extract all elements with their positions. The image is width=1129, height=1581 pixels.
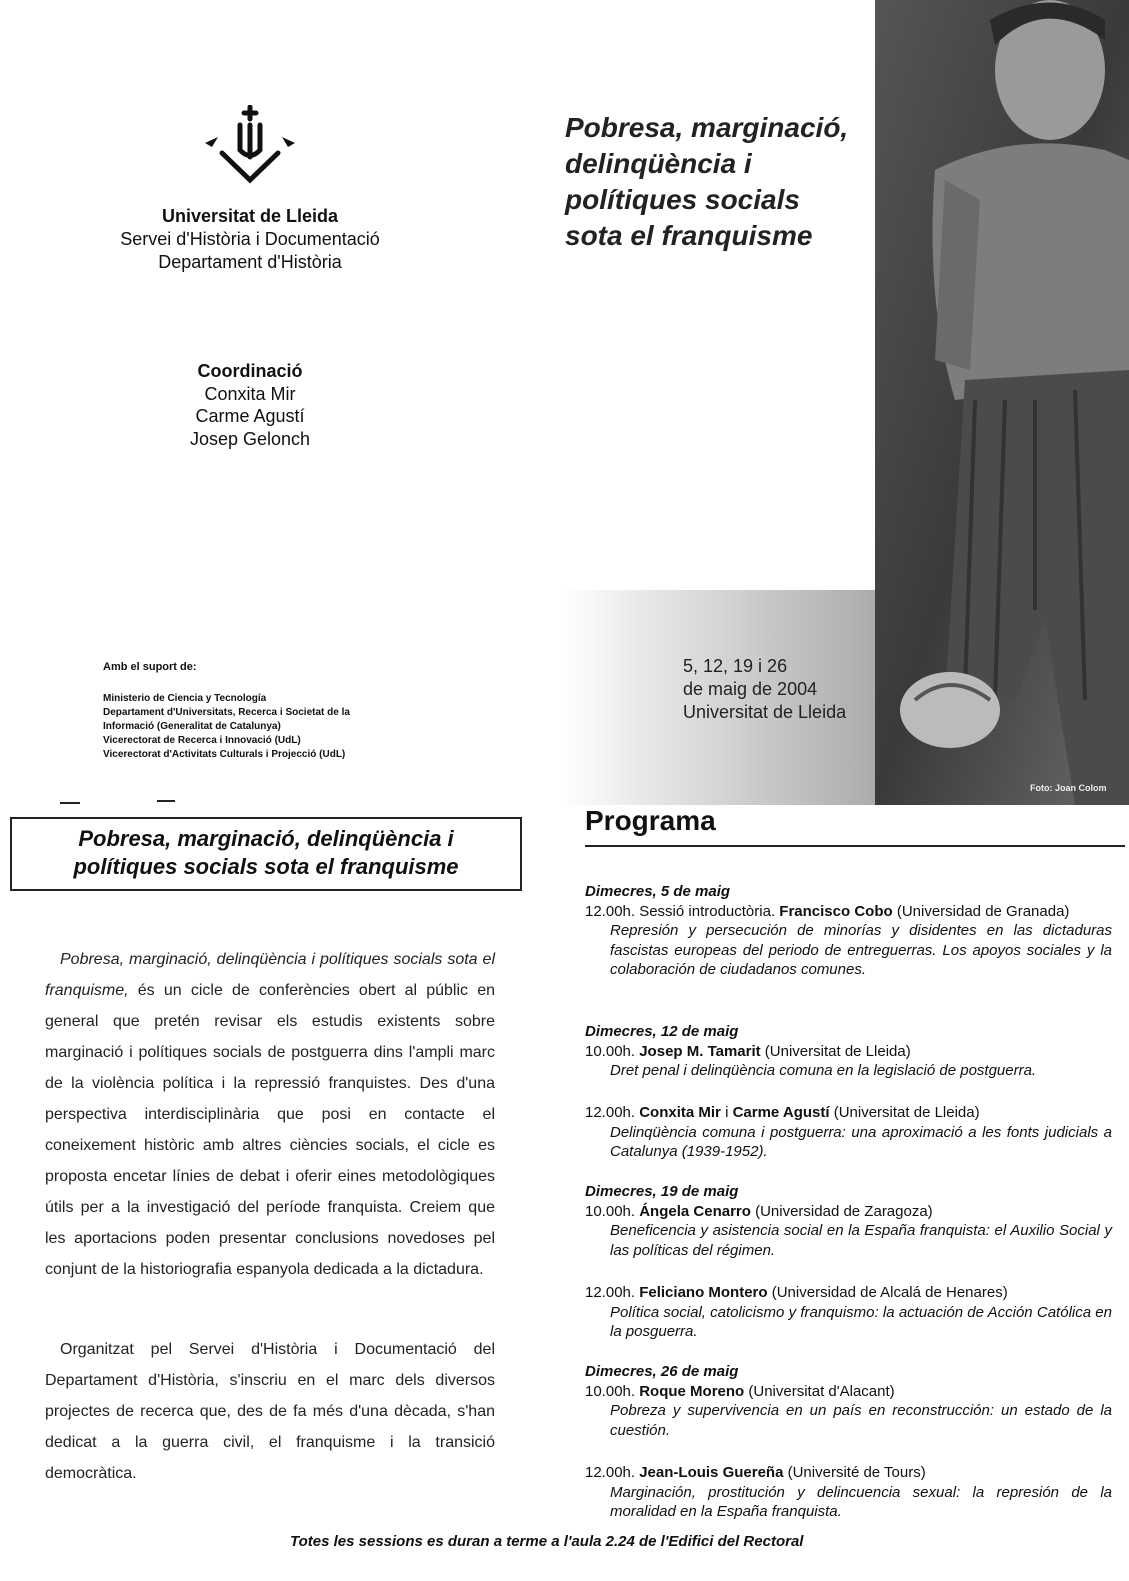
session-affiliation: (Universitat d'Alacant) <box>744 1382 895 1400</box>
session-talk: Beneficencia y asistencia social en la España franquista: el Auxilio Social y las políticas del régimen. <box>610 1222 1112 1259</box>
university-block <box>90 205 410 274</box>
coordinator-name: Josep Gelonch <box>189 428 311 449</box>
coordination-heading: Coordinació <box>197 361 303 381</box>
session-day: Dimecres, 26 de maig <box>585 1363 739 1380</box>
event-dates <box>683 655 883 724</box>
session-item <box>585 1362 1112 1440</box>
session-connector: i <box>720 1104 733 1121</box>
photo-credit: Foto: Joan Colom <box>1030 783 1107 793</box>
session-affiliation: (Universidad de Alcalá de Henares) <box>767 1284 1008 1301</box>
session-speaker: Carme Agustí <box>732 1104 830 1121</box>
dates-line: de maig de 2004 <box>683 679 818 699</box>
support-item: Informació (Generalitat de Catalunya) <box>103 721 281 732</box>
session-talk: Marginación, prostitución y delincuencia sexual: la represión de la moralidad en la España franquista. <box>610 1483 1112 1520</box>
organizer-text: Organitzat pel Servei d'Història i Documentació del Departament d'Història, s'inscriu en el marc dels diversos projectes de recerca que, des de fa més d'una dècada, s'han dedicat a la guerra civil, el franquisme i la transició democràtica. <box>45 1341 495 1482</box>
session-speaker: Jean-Louis Guereña <box>639 1464 784 1481</box>
session-time: 12.00h. <box>585 1284 640 1301</box>
boxed-title <box>10 817 522 891</box>
coordination-block <box>150 360 350 450</box>
session-item <box>585 1463 1112 1522</box>
session-speaker: Ángela Cenarro <box>639 1202 751 1220</box>
session-affiliation: (Universidad de Granada) <box>892 902 1070 920</box>
divider <box>157 800 175 802</box>
support-item: Vicerectorat d'Activitats Culturals i Projecció (UdL) <box>103 749 346 760</box>
session-time: 12.00h. <box>585 1464 640 1481</box>
programa-heading: Programa <box>585 805 716 836</box>
support-item: Ministerio de Ciencia y Tecnología <box>103 693 267 704</box>
organizer-paragraph <box>45 1334 495 1489</box>
session-affiliation: (Universidad de Zaragoza) <box>750 1202 933 1220</box>
session-item <box>585 1103 1112 1162</box>
coordinator-name: Carme Agustí <box>195 406 305 426</box>
support-item: Departament d'Universitats, Recerca i Societat de la <box>103 707 350 718</box>
session-talk: Dret penal i delinqüència comuna en la legislació de postguerra. <box>610 1062 1037 1079</box>
session-speaker: Feliciano Montero <box>639 1284 768 1301</box>
session-time: 10.00h. <box>585 1202 640 1220</box>
session-time: 10.00h. <box>585 1382 640 1400</box>
support-heading: Amb el suport de: <box>103 661 197 673</box>
dates-line: Universitat de Lleida <box>683 702 847 722</box>
cover-title-line: sota el franquisme <box>565 220 813 251</box>
intro-emphasis: Pobresa, marginació, delinqüència i polítiques socials sota el franquisme, <box>45 951 495 999</box>
dates-line: 5, 12, 19 i 26 <box>683 656 788 676</box>
coordinator-name: Conxita Mir <box>204 383 296 404</box>
session-time: 12.00h. Sessió introductòria. <box>585 902 780 920</box>
session-affiliation: (Université de Tours) <box>783 1464 926 1481</box>
session-item <box>585 1182 1112 1260</box>
boxed-title-line: polítiques socials sota el franquisme <box>73 854 459 879</box>
programa-rule <box>585 845 1125 847</box>
session-item <box>585 882 1112 980</box>
session-speaker: Francisco Cobo <box>779 902 893 920</box>
session-time: 10.00h. <box>585 1042 640 1060</box>
session-talk: Pobreza y supervivencia en un país en reconstrucción: un estado de la cuestión. <box>610 1402 1112 1439</box>
session-day: Dimecres, 12 de maig <box>585 1023 739 1040</box>
intro-paragraph <box>45 944 495 1285</box>
session-talk: Política social, catolicismo y franquismo: la actuación de Acción Católica en la posguerra. <box>610 1303 1112 1340</box>
session-day: Dimecres, 5 de maig <box>585 883 731 900</box>
cover-title-line: delinqüència i <box>565 148 752 179</box>
cover-title <box>565 110 875 254</box>
department-name: Departament d'Història <box>158 252 342 272</box>
session-affiliation: (Universitat de Lleida) <box>760 1042 911 1060</box>
university-name: Universitat de Lleida <box>161 206 339 226</box>
support-block <box>103 660 503 762</box>
support-item: Vicerectorat de Recerca i Innovació (UdL) <box>103 735 301 746</box>
service-name: Servei d'Història i Documentació <box>120 229 380 249</box>
intro-text: és un cicle de conferències obert al públic en general que pretén revisar els estudis existents sobre marginació i polítiques socials de postguerra dins l'ampli marc de la violència política i la repressió franquistes. Des d'una perspectiva interdisciplinària que posi en contacte el coneixement històric amb altres ciències socials, el cicle es proposta encetar línies de debat i oferir eines metodològiques útils per a la investigació del període franquista. Creiem que les aportacions poden presentar conclusions novedoses pel conjunt de la historiografia espanyola dedicada a la dictadura. <box>45 982 495 1278</box>
child-photo <box>875 0 1129 805</box>
session-item <box>585 1283 1112 1342</box>
divider <box>60 802 80 804</box>
session-speaker: Josep M. Tamarit <box>639 1042 761 1060</box>
session-time: 12.00h. <box>585 1104 640 1121</box>
venue-footer: Totes les sessions es duran a terme a l'aula 2.24 de l'Edifici del Rectoral <box>290 1533 804 1550</box>
cover-title-line: Pobresa, marginació, <box>565 112 849 143</box>
boxed-title-line: Pobresa, marginació, delinqüència i <box>78 826 454 851</box>
session-item <box>585 1022 1112 1081</box>
session-talk: Delinqüència comuna i postguerra: una aproximació a les fonts judicials a Catalunya (1939-1952). <box>610 1123 1112 1160</box>
session-speaker: Conxita Mir <box>639 1104 721 1121</box>
cover-title-line: polítiques socials <box>565 184 800 215</box>
session-talk: Represión y persecución de minorías y disidentes en las dictaduras fascistas europeas del periodo de entreguerras. Los apoyos sociales y la colaboración de ciudadanos comunes. <box>610 922 1112 978</box>
session-day: Dimecres, 19 de maig <box>585 1183 739 1200</box>
session-affiliation: (Universitat de Lleida) <box>829 1104 980 1121</box>
session-speaker: Roque Moreno <box>639 1382 745 1400</box>
university-logo <box>200 105 300 190</box>
